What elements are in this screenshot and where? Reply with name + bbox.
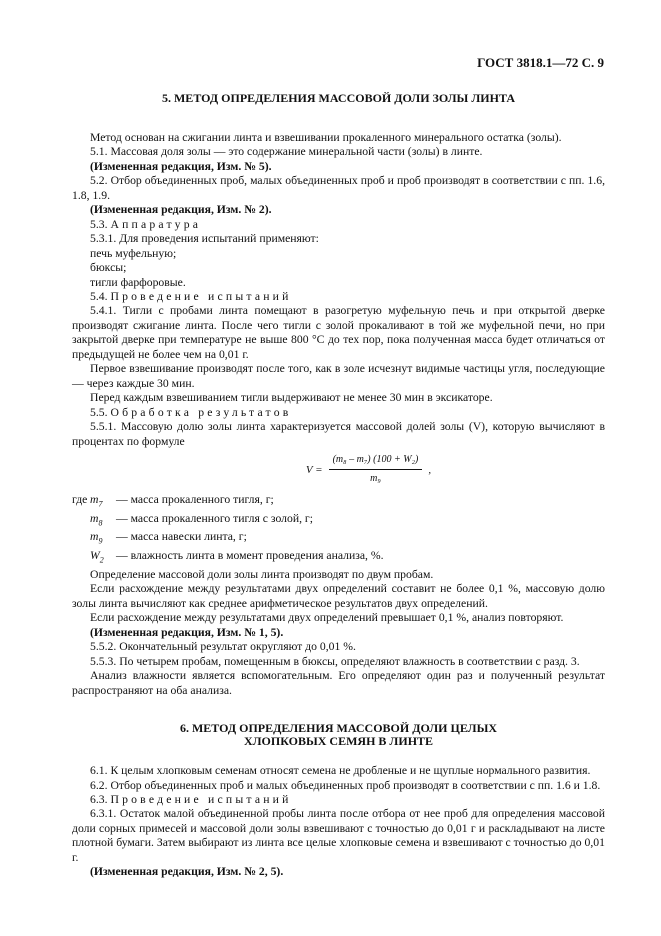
legend-where-label	[72, 530, 90, 549]
paragraph: печь муфельную;	[90, 246, 177, 260]
subsection-number: 5.3.	[90, 217, 108, 231]
subsection-number: 5.4.	[90, 289, 108, 303]
subsection-title: Проведение испытаний	[110, 289, 292, 303]
formula-numerator: (m₈ – m₇) (100 + W₂)	[329, 453, 423, 470]
symbol-letter: m	[90, 492, 99, 506]
legend-description: — влажность линта в момент проведения анализа, %.	[116, 549, 384, 563]
paragraph: Анализ влажности является вспомогательным. Его определяют один раз и полученный результат распространяют на оба анализа.	[72, 669, 605, 697]
legend-where-label	[72, 549, 90, 568]
legend-row	[72, 549, 605, 568]
paragraph: 6.3.1. Остаток малой объединенной пробы линта после отбора от нее проб для определения массовой доли сорных примесей и массовой доли золы взвешивают с точностью до 0,01 г и раскладывают на листе плотной бумаги. Затем выбирают из линта все целые хлопковые семена и взвешивают с точностью до 0,01 г.	[72, 807, 605, 864]
symbol-letter: m	[90, 511, 99, 525]
subsection-heading	[72, 406, 605, 420]
section-5-paragraphs-a	[72, 131, 605, 449]
document-body	[72, 92, 605, 880]
paragraph: 5.3.1. Для проведения испытаний применяют:	[90, 232, 319, 246]
paragraph: Определение массовой доли золы линта производят по двум пробам.	[90, 568, 434, 581]
paragraph: 5.5.3. По четырем пробам, помещенным в бюксы, определяют влажность в соответствии с разд. 3.	[90, 654, 580, 668]
formula-lhs: V =	[305, 463, 323, 476]
symbol-subscript: 7	[98, 499, 103, 509]
subsection-title: Аппаратура	[110, 217, 202, 231]
legend-where-label: где	[72, 492, 88, 506]
section-6-title-line1: 6. МЕТОД ОПРЕДЕЛЕНИЯ МАССОВОЙ ДОЛИ ЦЕЛЫХ	[179, 721, 498, 736]
amendment-note: (Измененная редакция, Изм. № 2).	[90, 203, 272, 217]
legend-description: — масса навески линта, г;	[116, 530, 247, 544]
legend-row	[72, 493, 605, 512]
subsection-heading	[72, 218, 605, 232]
formula-fraction	[329, 453, 423, 487]
paragraph: 5.5.2. Окончательный результат округляют до 0,01 %.	[90, 640, 356, 654]
legend-where-label	[72, 512, 90, 531]
subsection-number: 6.3.	[90, 792, 108, 806]
legend-symbol	[90, 530, 116, 549]
subsection-heading	[72, 793, 605, 807]
amendment-note: (Измененная редакция, Изм. № 2, 5).	[90, 865, 284, 879]
paragraph: 5.4.1. Тигли с пробами линта помещают в разогретую муфельную печь и при открытой дверке производят сжигание линта. После чего тигли с золой прокаливают в той же муфельной печи, но при закрытой дверке при температуре не выше 800 °С до тех пор, пока полученная масса будет отличаться от предыдущей не более чем на 0,01 г.	[72, 304, 605, 361]
paragraph: Если расхождение между результатами двух определений превышает 0,1 %, анализ повторяют.	[90, 611, 564, 625]
paragraph: 6.2. Отбор объединенных проб и малых объединенных проб производят в соответствии с пп. 1.6 и 1.8.	[90, 778, 601, 792]
paragraph: Перед каждым взвешиванием тигли выдерживают не менее 30 мин в эксикаторе.	[90, 391, 493, 405]
section-5-paragraphs-b	[72, 568, 605, 698]
symbol-subscript: 8	[98, 517, 103, 527]
symbol-subscript: 2	[99, 555, 104, 565]
paragraph: 5.2. Отбор объединенных проб, малых объединенных проб и проб производят в соответствии с пп. 1.6, 1.8, 1.9.	[72, 174, 605, 202]
paragraph: тигли фарфоровые.	[90, 275, 186, 289]
symbol-letter: W	[90, 549, 100, 563]
paragraph: Первое взвешивание производят после того, как в золе исчезнут видимые частицы угля, последующие — через каждые 30 мин.	[72, 362, 605, 390]
paragraph: Метод основан на сжигании линта и взвешивании прокаленного минерального остатка (золы).	[90, 131, 562, 144]
section-6-title	[72, 722, 605, 748]
legend-symbol	[90, 493, 116, 512]
page-header: ГОСТ 3818.1—72 С. 9	[477, 55, 604, 70]
legend-symbol	[90, 512, 116, 531]
legend-row	[72, 530, 605, 549]
paragraph: 5.5.1. Массовую долю золы линта характеризуется массовой долей золы (V), которую вычисляют в процентах по формуле	[72, 420, 605, 448]
subsection-title: Проведение испытаний	[110, 792, 292, 806]
legend-description: — масса прокаленного тигля с золой, г;	[116, 511, 313, 525]
section-6-title-line2: ХЛОПКОВЫХ СЕМЯН В ЛИНТЕ	[243, 734, 434, 749]
paragraph: 6.1. К целым хлопковым семенам относят семена не дробленые и не щуплые нормального развития.	[90, 764, 591, 778]
paragraph: бюксы;	[90, 261, 127, 275]
formula-legend	[72, 493, 605, 568]
subsection-heading	[72, 290, 605, 304]
legend-row	[72, 512, 605, 531]
paragraph: 5.1. Массовая доля золы — это содержание минеральной части (золы) в линте.	[90, 145, 483, 159]
amendment-note: (Измененная редакция, Изм. № 1, 5).	[90, 625, 284, 639]
subsection-title: Обработка результатов	[110, 405, 292, 419]
section-6-paragraphs	[72, 764, 605, 880]
amendment-note: (Измененная редакция, Изм. № 5).	[90, 159, 272, 173]
symbol-subscript: 9	[98, 536, 103, 546]
paragraph: Если расхождение между результатами двух определений составит не более 0,1 %, массовую долю золы линта вычисляют как среднее арифметическое результатов двух определений.	[72, 582, 605, 610]
legend-description: — масса прокаленного тигля, г;	[116, 492, 274, 506]
ash-formula	[132, 453, 605, 487]
section-5-title: 5. МЕТОД ОПРЕДЕЛЕНИЯ МАССОВОЙ ДОЛИ ЗОЛЫ ЛИНТА	[161, 91, 516, 105]
formula-tail: ,	[428, 463, 432, 476]
subsection-number: 5.5.	[90, 405, 108, 419]
legend-symbol	[90, 549, 116, 568]
formula-denominator: m₉	[370, 473, 381, 485]
symbol-letter: m	[90, 530, 99, 544]
